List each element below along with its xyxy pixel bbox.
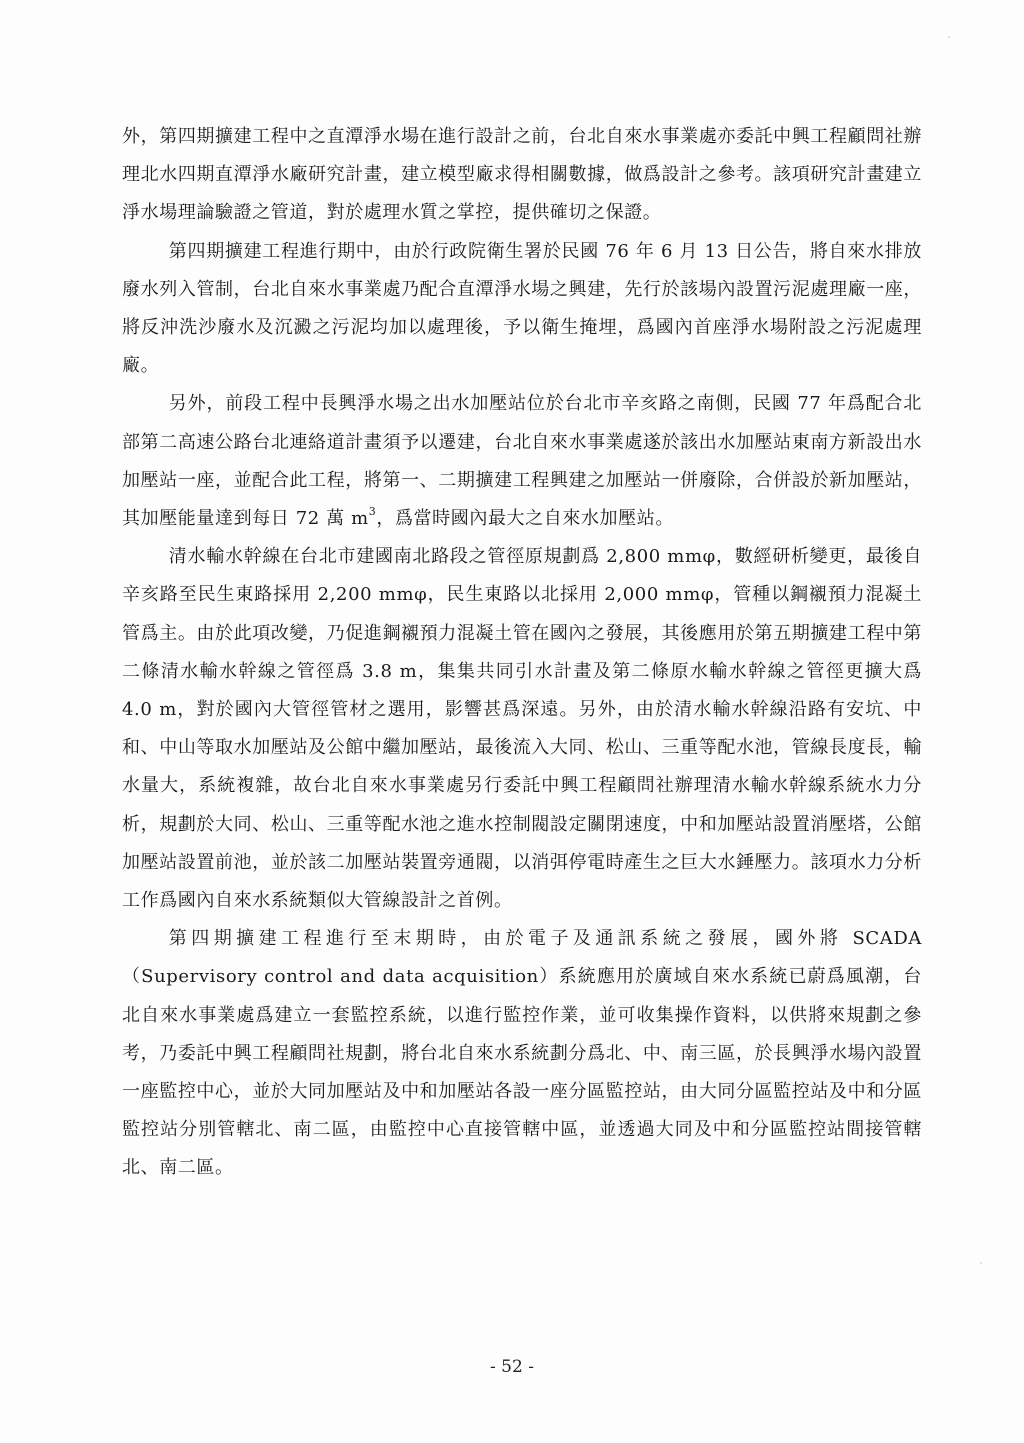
paragraph-3: [122, 385, 922, 538]
scan-speck: [980, 1262, 982, 1264]
paragraph-5: 第四期擴建工程進行至末期時，由於電子及通訊系統之發展，國外將 SCADA（Supervisory control and data acquisition）系統應用於廣域自來水系統已蔚爲風潮，台北自來水事業處爲建立一套監控系統，以進行監控作業，並可收集操作資料，以供將來規劃之參考，乃委託中興工程顧問社規劃，將台北自來水系統劃分爲北、中、南三區，於長興淨水場內設置一座監控中心，並於大同加壓站及中和加壓站各設一座分區監控站，由大同分區監控站及中和分區監控站分別管轄北、南二區，由監控中心直接管轄中區，並透過大同及中和分區監控站間接管轄北、南二區。: [122, 928, 922, 1179]
paragraph-1: 外，第四期擴建工程中之直潭淨水場在進行設計之前，台北自來水事業處亦委託中興工程顧問社辦理北水四期直潭淨水廠研究計畫，建立模型廠求得相關數據，做爲設計之參考。該項研究計畫建立淨水場理論驗證之管道，對於處理水質之掌控，提供確切之保證。: [122, 126, 922, 224]
paragraph-3-text-end: ，爲當時國內最大之自來水加壓站。: [376, 508, 674, 530]
scan-speck: [948, 36, 950, 38]
paragraph-2: 第四期擴建工程進行期中，由於行政院衛生署於民國 76 年 6 月 13 日公告，將自來水排放廢水列入管制，台北自來水事業處乃配合直潭淨水場之興建，先行於該場內設置污泥處理廠一座，將反沖洗沙廢水及沉澱之污泥均加以處理後，予以衛生掩埋，爲國內首座淨水場附設之污泥處理廠。: [122, 240, 922, 377]
paragraph-4: 清水輸水幹線在台北市建國南北路段之管徑原規劃爲 2,800 mmφ，數經研析變更，最後自辛亥路至民生東路採用 2,200 mmφ，民生東路以北採用 2,000 mmφ，管種以鋼襯預力混凝土管爲主。由於此項改變，乃促進鋼襯預力混凝土管在國內之發展，其後應用於第五期擴建工程中第二條清水輸水幹線之管徑爲 3.8 m，集集共同引水計畫及第二條原水輸水幹線之管徑更擴大爲 4.0 m，對於國內大管徑管材之選用，影響甚爲深遠。另外，由於清水輸水幹線沿路有安坑、中和、中山等取水加壓站及公館中繼加壓站，最後流入大同、松山、三重等配水池，管線長度長，輸水量大，系統複雜，故台北自來水事業處另行委託中興工程顧問社辦理清水輸水幹線系統水力分析，規劃於大同、松山、三重等配水池之進水控制閥設定關閉速度，中和加壓站設置消壓塔，公館加壓站設置前池，並於該二加壓站裝置旁通閥，以消弭停電時產生之巨大水錘壓力。該項水力分析工作爲國內自來水系統類似大管線設計之首例。: [122, 546, 922, 912]
cubic-superscript: 3: [368, 505, 377, 519]
page-number: - 52 -: [490, 1357, 534, 1377]
document-body: [122, 118, 922, 1188]
paragraph-3-text: 另外，前段工程中長興淨水場之出水加壓站位於台北市辛亥路之南側，民國 77 年爲配合北部第二高速公路台北連絡道計畫須予以遷建，台北自來水事業處遂於該出水加壓站東南方新設出水加壓站一座，並配合此工程，將第一、二期擴建工程興建之加壓站一併廢除，合併設於新加壓站，其加壓能量達到每日 72 萬 m: [122, 393, 922, 530]
